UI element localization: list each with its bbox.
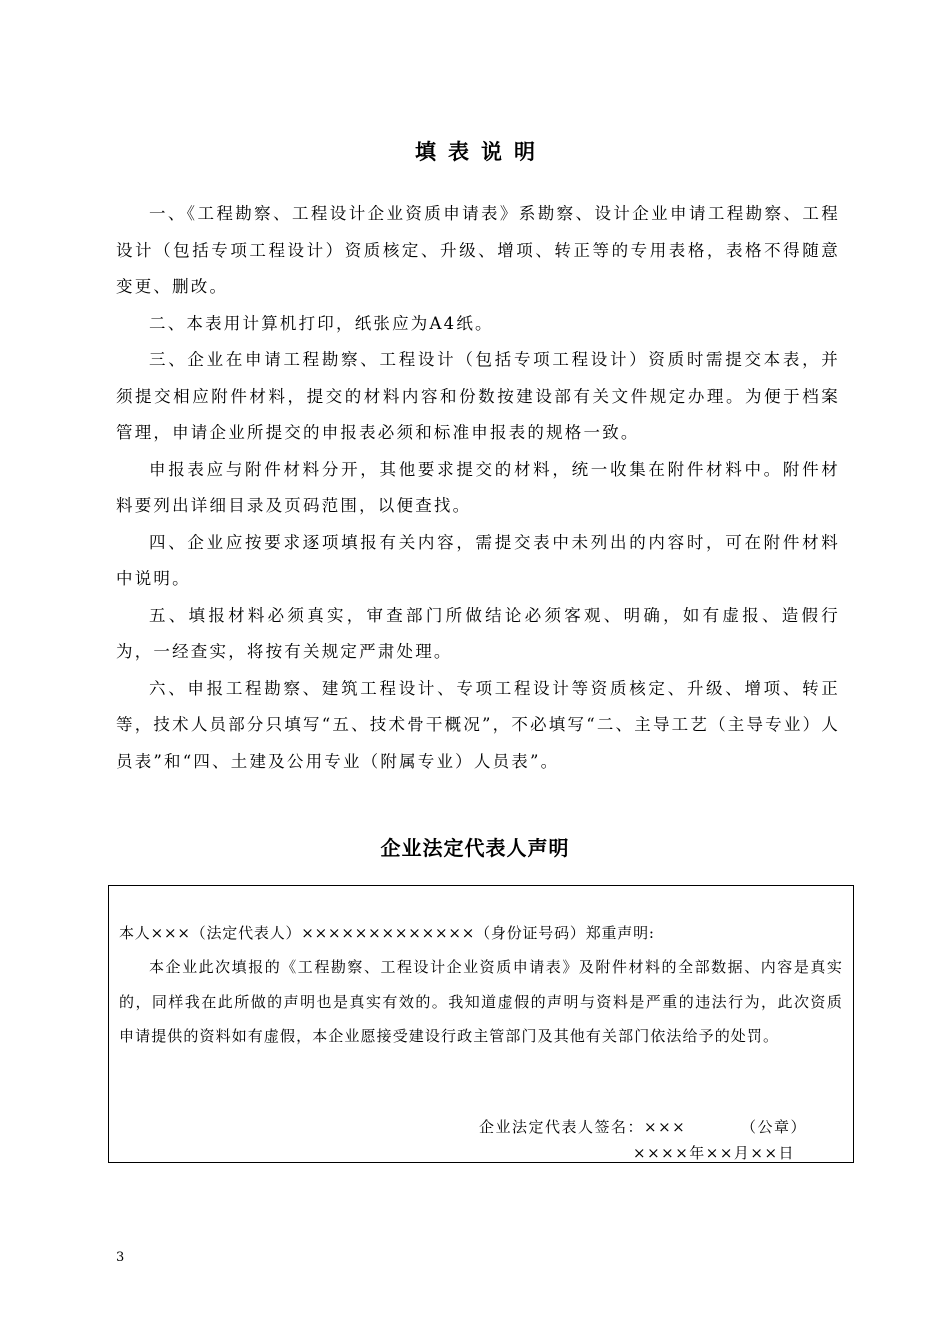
instruction-paragraph-6: 五、填报材料必须真实，审查部门所做结论必须客观、明确，如有虚报、造假行为，一经查实，将按有关规定严肃处理。 <box>116 605 840 661</box>
page-number: 3 <box>116 1250 125 1265</box>
instruction-paragraph-3: 三、企业在申请工程勘察、工程设计（包括专项工程设计）资质时需提交本表，并须提交相应附件材料，提交的材料内容和份数按建设部有关文件规定办理。为便于档案管理，申请企业所提交的申报表必须和标准申报表的规格一致。 <box>116 350 840 442</box>
declaration-box <box>108 885 854 1163</box>
date-line: ××××年××月××日 <box>633 1144 796 1162</box>
signature-line: 企业法定代表人签名：××× <box>479 1118 687 1136</box>
instruction-paragraph-5: 四、企业应按要求逐项填报有关内容，需提交表中未列出的内容时，可在附件材料中说明。 <box>116 532 840 588</box>
instruction-paragraph-1: 一、《工程勘察、工程设计企业资质申请表》系勘察、设计企业申请工程勘察、工程设计（包括专项工程设计）资质核定、升级、增项、转正等的专用表格，表格不得随意变更、删改。 <box>116 204 840 296</box>
seal-label: （公章） <box>741 1118 808 1136</box>
instructions-title: 填表说明 <box>415 139 547 164</box>
declaration-opening-line: 本人×××（法定代表人）×××××××××××××（身份证号码）郑重声明: <box>119 924 655 942</box>
declaration-title: 企业法定代表人声明 <box>380 836 570 860</box>
instructions-section <box>116 196 840 780</box>
instruction-paragraph-4: 申报表应与附件材料分开，其他要求提交的材料，统一收集在附件材料中。附件材料要列出详细目录及页码范围，以便查找。 <box>116 459 840 515</box>
declaration-body: 本企业此次填报的《工程勘察、工程设计企业资质申请表》及附件材料的全部数据、内容是真实的，同样我在此所做的声明也是真实有效的。我知道虚假的声明与资料是严重的违法行为，此次资质申请提供的资料如有虚假，本企业愿接受建设行政主管部门及其他有关部门依法给予的处罚。 <box>119 958 843 1045</box>
instruction-paragraph-7: 六、申报工程勘察、建筑工程设计、专项工程设计等资质核定、升级、增项、转正等，技术人员部分只填写“五、技术骨干概况”，不必填写“二、主导工艺（主导专业）人员表”和“四、土建及公用专业（附属专业）人员表”。 <box>116 678 840 771</box>
instruction-paragraph-2: 二、本表用计算机打印，纸张应为A4纸。 <box>149 313 494 333</box>
